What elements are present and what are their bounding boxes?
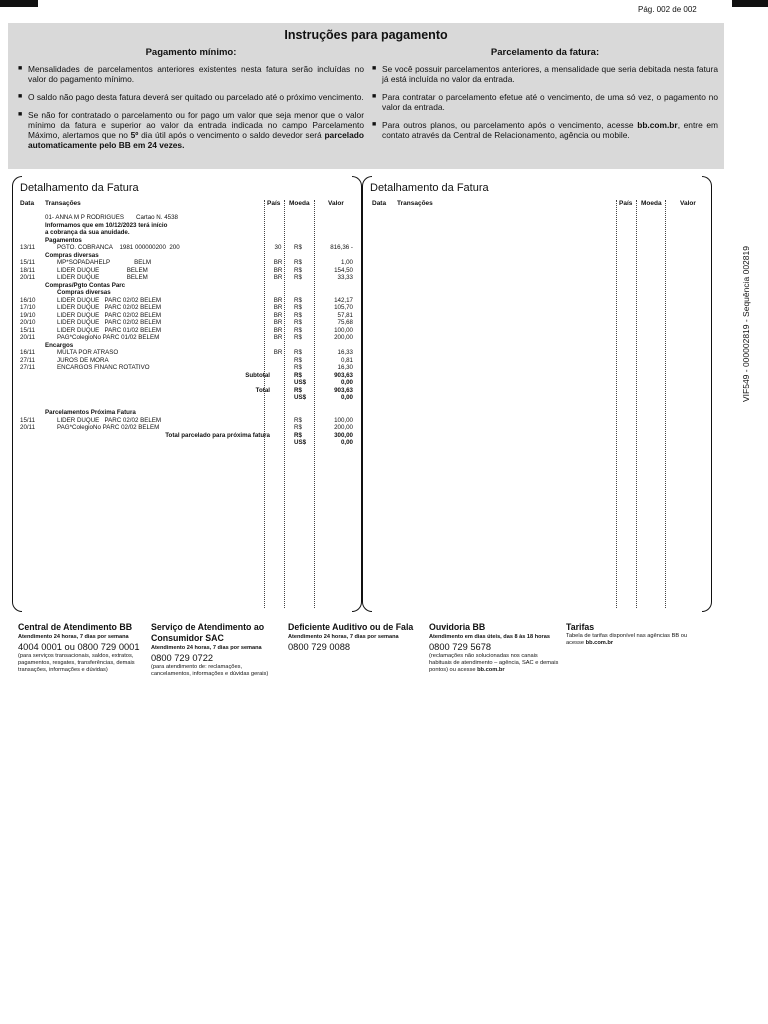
item-bold: parcelado automaticamente pelo BB em 24 vezes. — [28, 130, 365, 150]
minimum-payment-item: ■ Mensalidades de parcelamentos anteriores existentes nesta fatura serão incluídas no valor do pagamento mínimo. — [18, 64, 364, 84]
transaction-row — [20, 214, 356, 222]
sequence-label: VIF549 - 000002819 - Sequência 002819 — [741, 246, 751, 402]
column-divider — [616, 200, 617, 608]
invoice-detail-panel-left — [12, 176, 362, 612]
ouvidoria-note-text: (reclamações não solucionadas nos canais habituais de atendimento – agência, SAC e demais pontos) ou acesse — [429, 653, 559, 673]
transaction-value: 33,33 — [337, 274, 353, 281]
invoice-detail-panel-right — [362, 176, 712, 612]
transaction-value: 142,17 — [334, 296, 353, 304]
transaction-value: 1,00 — [340, 259, 353, 266]
transaction-row — [20, 379, 356, 387]
transaction-description: Informamos que em 10/12/2023 terá início — [45, 221, 168, 229]
transaction-row — [20, 424, 356, 432]
transaction-value: 16,30 — [337, 364, 353, 371]
transaction-currency: R$ — [294, 304, 302, 311]
header-value: Valor — [328, 200, 344, 207]
transaction-description: Parcelamentos Próxima Fatura — [45, 409, 136, 416]
transaction-date: 16/10 — [20, 296, 36, 304]
transaction-row — [20, 402, 356, 410]
transaction-row — [20, 364, 356, 372]
transaction-date: 18/11 — [20, 266, 36, 274]
transaction-row — [20, 289, 356, 297]
transaction-date: 16/11 — [20, 349, 36, 356]
minimum-payment-subtitle: Pagamento mínimo: — [145, 47, 237, 58]
sac-hours: Atendimento 24 horas, 7 dias por semana — [151, 645, 262, 651]
sac-title: Serviço de Atendimento ao Consumidor SAC — [151, 622, 265, 643]
transaction-description: MULTA POR ATRASO — [57, 349, 119, 356]
ouvidoria-phone[interactable]: 0800 729 5678 — [429, 642, 492, 652]
transactions-list — [20, 214, 356, 447]
bb-link[interactable]: bb.com.br — [637, 120, 678, 130]
transaction-currency: R$ — [294, 244, 302, 251]
item-text: Se não for contratado o parcelamento ou for pago um valor que seja menor que o valor mínimo da fatura e superior ao valor da entrada indicada no campo Parcelamento Máximo, alertamos que no — [28, 110, 364, 140]
payment-instructions-box — [8, 23, 724, 169]
transaction-country: BR — [273, 274, 283, 281]
header-value: Valor — [680, 200, 696, 207]
transaction-value: 0,00 — [340, 439, 353, 446]
transaction-currency: R$ — [294, 296, 302, 304]
transaction-date: 15/11 — [20, 326, 36, 334]
item-bold: 5º — [130, 130, 139, 140]
transaction-description: LIDER DUQUE PARC 02/02 BELEM — [57, 416, 162, 424]
transaction-date: 27/11 — [20, 364, 36, 371]
transaction-description: LIDER DUQUE BELEM — [57, 266, 148, 274]
column-divider — [636, 200, 637, 608]
item-text: , entre em contato através da Central de Relacionamento, agência ou mobile. — [382, 120, 718, 140]
transaction-row — [20, 297, 356, 305]
transaction-currency: R$ — [294, 266, 302, 274]
tarifas — [566, 622, 706, 647]
transaction-description: Pagamentos — [45, 236, 82, 244]
transaction-row — [20, 349, 356, 357]
transaction-date: 17/10 — [20, 304, 36, 311]
header-currency: Moeda — [289, 200, 310, 207]
tarifas-title: Tarifas — [566, 622, 595, 632]
transaction-currency: US$ — [294, 379, 307, 386]
installment-subtitle: Parcelamento da fatura: — [490, 47, 600, 58]
corner-mark-left — [0, 0, 38, 7]
transaction-value: 0,00 — [340, 379, 353, 386]
transaction-row — [20, 334, 356, 342]
transaction-row — [20, 267, 356, 275]
transaction-currency: R$ — [294, 364, 302, 371]
minimum-payment-item — [18, 110, 364, 150]
transaction-currency: R$ — [294, 356, 302, 364]
transaction-currency: US$ — [294, 394, 307, 401]
transaction-currency: R$ — [294, 274, 302, 281]
transaction-description: JUROS DE MORA — [57, 356, 109, 364]
transaction-value: 903,63 — [334, 371, 353, 379]
transaction-row — [20, 417, 356, 425]
ouvidoria — [429, 622, 559, 674]
deficiente-title: Deficiente Auditivo ou de Fala — [288, 622, 414, 632]
transaction-row — [20, 432, 356, 440]
installment-item: ■ Se você possuir parcelamentos anteriores, a mensalidade que seria debitada nesta fatura já está incluída no valor da entrada. — [372, 64, 718, 84]
transaction-description: Total parcelado para próxima fatura — [165, 431, 270, 439]
transaction-description: PAG*ColegioNo PARC 02/02 BELEM — [57, 424, 160, 431]
column-divider — [665, 200, 666, 608]
installment-item: ■ Para contratar o parcelamento efetue até o vencimento, de uma só vez, o pagamento no valor da entrada. — [372, 92, 718, 112]
transaction-description: LIDER DUQUE PARC 02/02 BELEM — [57, 311, 162, 319]
transaction-description: LIDER DUQUE PARC 01/02 BELEM — [57, 326, 162, 334]
transaction-value: 200,00 — [334, 334, 353, 341]
transaction-value: 57,81 — [337, 311, 353, 319]
transaction-country: BR — [273, 334, 283, 341]
header-transactions: Transações — [397, 200, 433, 207]
transaction-date: 20/11 — [20, 334, 36, 341]
transaction-country: 30 — [274, 244, 282, 251]
transaction-row — [20, 319, 356, 327]
transaction-row — [20, 312, 356, 320]
transaction-country: BR — [273, 259, 283, 266]
deficiente-phone[interactable]: 0800 729 0088 — [288, 642, 351, 652]
header-currency: Moeda — [641, 200, 662, 207]
transaction-row — [20, 439, 356, 447]
transaction-country: BR — [273, 319, 283, 326]
transaction-currency: R$ — [294, 259, 302, 266]
transaction-date: 20/11 — [20, 274, 36, 281]
transaction-description: LIDER DUQUE PARC 02/02 BELEM — [57, 296, 162, 304]
transaction-country: BR — [273, 349, 283, 356]
transaction-value: 200,00 — [334, 424, 353, 431]
minimum-payment-column — [18, 47, 364, 158]
tarifas-note-text: Tabela de tarifas disponível nas agências BB ou acesse — [566, 633, 688, 646]
bracket-left — [362, 176, 372, 612]
transaction-value: 903,63 — [334, 386, 353, 394]
transaction-description: MP*SOPADAHELP BELM — [57, 259, 151, 266]
transaction-row — [20, 327, 356, 335]
transaction-description: Total — [255, 386, 270, 394]
transaction-country: BR — [273, 304, 283, 311]
ouvidoria-hours: Atendimento em dias úteis, das 8 às 18 horas — [429, 634, 550, 640]
transaction-value: 75,68 — [337, 319, 353, 326]
central-atendimento — [18, 622, 148, 674]
header-country: País — [619, 200, 633, 207]
transaction-date: 27/11 — [20, 356, 36, 364]
minimum-payment-item: ■ O saldo não pago desta fatura deverá ser quitado ou parcelado até o próximo vencimento. — [18, 92, 364, 102]
transaction-currency: R$ — [294, 371, 302, 379]
header-date: Data — [372, 200, 387, 207]
transaction-row — [20, 394, 356, 402]
item-text: dia útil após o vencimento o saldo devedor será — [141, 130, 322, 140]
transaction-currency: R$ — [294, 424, 302, 431]
transaction-value: 16,33 — [337, 349, 353, 356]
corner-mark-right — [732, 0, 768, 7]
central-title: Central de Atendimento BB — [18, 622, 133, 632]
transaction-row — [20, 229, 356, 237]
deficiente-auditivo — [288, 622, 423, 653]
transaction-description: Compras diversas — [57, 289, 111, 296]
header-country: País — [267, 200, 281, 207]
transaction-currency: R$ — [294, 386, 302, 394]
ouvidoria-note — [429, 653, 559, 674]
transaction-row — [20, 357, 356, 365]
transaction-row — [20, 252, 356, 260]
transaction-row — [20, 304, 356, 312]
transaction-currency: R$ — [294, 416, 302, 424]
sac-note: (para atendimento de: reclamações, cancelamentos, informações e dúvidas gerais) — [151, 664, 269, 677]
transaction-country: BR — [273, 311, 283, 319]
transaction-row — [20, 244, 356, 252]
transaction-row — [20, 274, 356, 282]
transaction-row — [20, 282, 356, 290]
transaction-description: PGTO. COBRANCA 1981 000000200 200 — [57, 244, 180, 251]
transaction-description: 01- ANNA M P RODRIGUES Cartao N. 4538 — [45, 214, 178, 221]
transaction-value: 154,50 — [334, 266, 353, 274]
transaction-currency: R$ — [294, 349, 302, 356]
ouvidoria-title: Ouvidoria BB — [429, 622, 486, 632]
installment-item — [372, 120, 718, 140]
transaction-date: 13/11 — [20, 244, 36, 251]
header-date: Data — [20, 200, 35, 207]
sac — [151, 622, 281, 678]
panel-title: Detalhamento da Fatura — [20, 182, 139, 194]
transaction-value: 0,81 — [340, 356, 353, 364]
central-phone[interactable]: 4004 0001 ou 0800 729 0001 — [18, 642, 140, 652]
transaction-value: 100,00 — [334, 326, 353, 334]
transaction-country: BR — [273, 266, 283, 274]
sac-phone[interactable]: 0800 729 0722 — [151, 653, 214, 663]
transaction-currency: R$ — [294, 326, 302, 334]
transaction-date: 15/11 — [20, 259, 36, 266]
central-hours: Atendimento 24 horas, 7 dias por semana — [18, 634, 129, 640]
transaction-country: BR — [273, 296, 283, 304]
transaction-description: ENCARGOS FINANC ROTATIVO — [57, 364, 150, 371]
transaction-country: BR — [273, 326, 283, 334]
transaction-description: Compras/Pgto Contas Parc — [45, 281, 126, 289]
central-note: (para serviços transacionais, saldos, extratos, pagamentos, resgates, transferências, demais transações, informações e dúvidas) — [18, 653, 135, 673]
transaction-row — [20, 222, 356, 230]
transaction-currency: R$ — [294, 311, 302, 319]
transaction-date: 15/11 — [20, 416, 36, 424]
instructions-title: Instruções para pagamento — [284, 28, 448, 42]
transaction-value: 816,36 - — [330, 244, 353, 251]
page-number: Pág. 002 de 002 — [638, 5, 697, 14]
transaction-date: 19/10 — [20, 311, 36, 319]
transaction-currency: R$ — [294, 319, 302, 326]
ouvidoria-link[interactable]: bb.com.br — [477, 667, 505, 673]
transaction-row — [20, 237, 356, 245]
transaction-currency: R$ — [294, 431, 302, 439]
transaction-description: LIDER DUQUE BELEM — [57, 274, 148, 281]
transaction-description: a cobrança da sua anuidade. — [45, 229, 130, 236]
deficiente-hours: Atendimento 24 horas, 7 dias por semana — [288, 634, 399, 640]
transaction-row — [20, 342, 356, 350]
transaction-currency: R$ — [294, 334, 302, 341]
installment-column — [372, 47, 718, 148]
transaction-row — [20, 372, 356, 380]
tarifas-note — [566, 633, 706, 647]
transaction-currency: US$ — [294, 439, 307, 446]
item-text: Para outros planos, ou parcelamento após o vencimento, acesse — [382, 120, 634, 130]
header-transactions: Transações — [45, 200, 81, 207]
transaction-description: Subtotal — [245, 371, 270, 379]
panel-title: Detalhamento da Fatura — [370, 182, 489, 194]
transaction-value: 0,00 — [340, 394, 353, 401]
transaction-description: Encargos — [45, 341, 74, 349]
transaction-value: 100,00 — [334, 416, 353, 424]
transaction-value: 300,00 — [334, 431, 353, 439]
bracket-right — [702, 176, 712, 612]
transaction-row — [20, 409, 356, 417]
transaction-description: Compras diversas — [45, 251, 99, 259]
transaction-date: 20/10 — [20, 319, 36, 326]
transaction-description: LIDER DUQUE PARC 02/02 BELEM — [57, 304, 162, 311]
tarifas-link[interactable]: bb.com.br — [585, 640, 614, 646]
transaction-row — [20, 259, 356, 267]
transaction-row — [20, 387, 356, 395]
transaction-date: 20/11 — [20, 424, 36, 431]
transaction-value: 105,70 — [334, 304, 353, 311]
transaction-description: LIDER DUQUE PARC 02/02 BELEM — [57, 319, 162, 326]
transaction-description: PAG*ColegioNo PARC 01/02 BELEM — [57, 334, 160, 341]
